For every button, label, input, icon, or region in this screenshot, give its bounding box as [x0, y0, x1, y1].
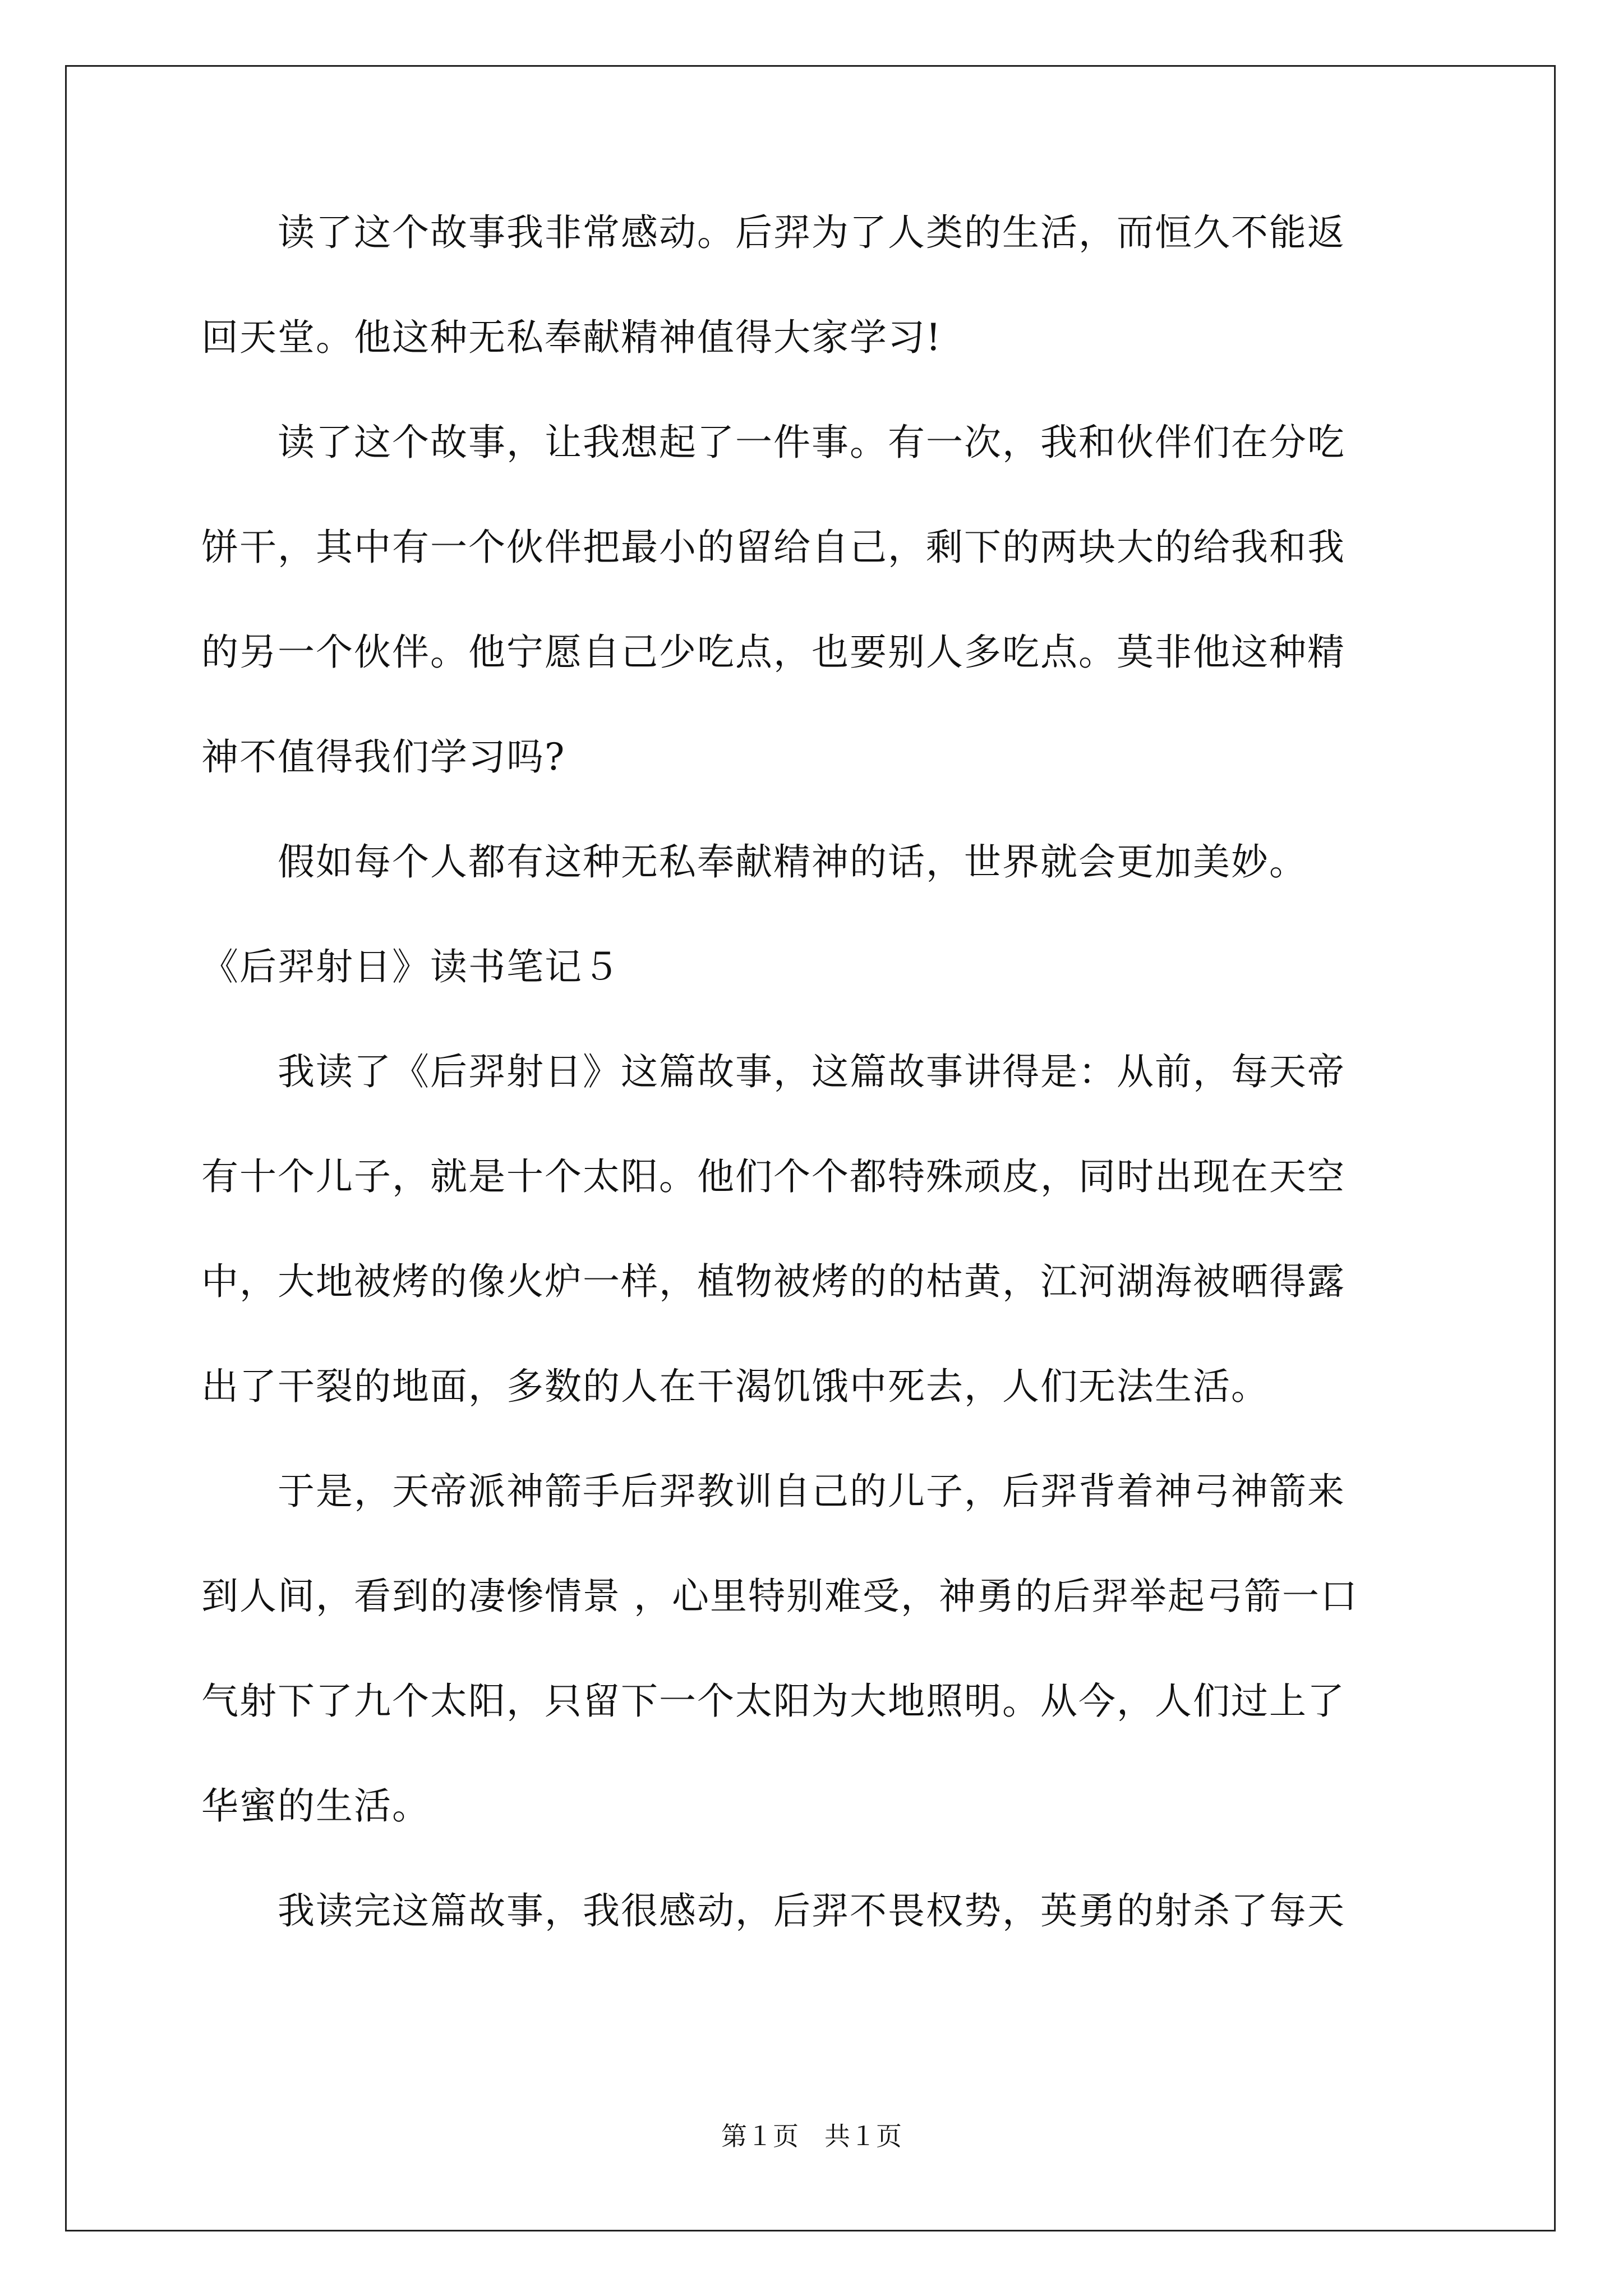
text-line: 气射下了九个太阳，只留下一个太阳为大地照明。从今，人们过上了	[201, 1680, 1345, 1723]
text-line: 我读完这篇故事，我很感动，后羿不畏权势，英勇的射杀了每天	[201, 1889, 1345, 1932]
text-line: 的另一个伙伴。他宁愿自己少吃点，也要别人多吃点。莫非他这种精	[201, 631, 1345, 674]
page-footer: 第１页 共１页	[721, 2121, 902, 2151]
section-heading: 《后羿射日》读书笔记５	[201, 945, 621, 988]
text-line: 读了这个故事我非常感动。后羿为了人类的生活，而恒久不能返	[201, 211, 1345, 254]
text-line: 我读了《后羿射日》这篇故事，这篇故事讲得是：从前，每天帝	[201, 1050, 1345, 1093]
text-line: 于是，天帝派神箭手后羿教训自己的儿子，后羿背着神弓神箭来	[201, 1470, 1345, 1513]
text-line: 神不值得我们学习吗?	[201, 735, 566, 779]
text-line: 华蜜的生活。	[201, 1784, 430, 1828]
text-line: 出了干裂的地面，多数的人在干渴饥饿中死去，人们无法生活。	[201, 1365, 1269, 1408]
text-line: 到人间，看到的凄惨情景 ，心里特别难受，神勇的后羿举起弓箭一口	[201, 1575, 1358, 1618]
text-line: 中，大地被烤的像火炉一样，植物被烤的的枯黄，江河湖海被晒得露	[201, 1260, 1345, 1303]
text-line: 读了这个故事，让我想起了一件事。有一次，我和伙伴们在分吃	[201, 421, 1345, 464]
text-line: 假如每个人都有这种无私奉献精神的话，世界就会更加美妙。	[201, 840, 1307, 884]
text-line: 回天堂。他这种无私奉献精神值得大家学习!	[201, 316, 942, 359]
text-line: 有十个儿子，就是十个太阳。他们个个都特殊顽皮，同时出现在天空	[201, 1155, 1345, 1198]
text-line: 饼干，其中有一个伙伴把最小的留给自己，剩下的两块大的给我和我	[201, 526, 1345, 569]
